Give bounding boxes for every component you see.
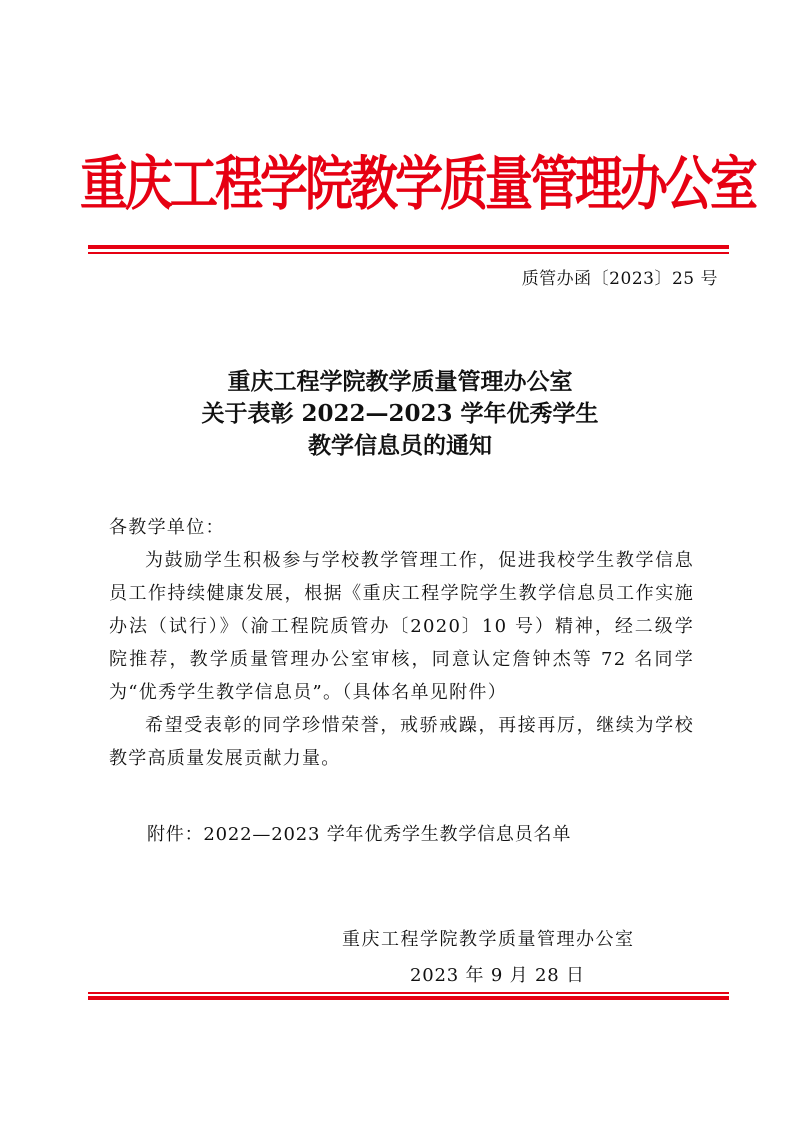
masthead-org-name: 重庆工程学院教学质量管理办公室: [80, 150, 756, 219]
document-title: [100, 366, 700, 462]
body-paragraph-1: 为鼓励学生积极参与学校教学管理工作，促进我校学生教学信息员工作持续健康发展，根据《重庆工程学院学生教学信息员工作实施办法（试行）》（渝工程院质管办〔2020〕10 号）精神，经二级学院推荐，教学质量管理办公室审核，同意认定詹钟杰等 72 名同学为“优秀学生教学信息员”。（具体名单见附件）: [109, 550, 694, 703]
document-number: 质管办函〔2023〕25 号: [521, 269, 718, 289]
masthead-divider-thick: [88, 245, 729, 249]
title-line-1: 重庆工程学院教学质量管理办公室: [227, 368, 573, 395]
body-paragraph-2: 希望受表彰的同学珍惜荣誉，戒骄戒躁，再接再厉，继续为学校教学高质量发展贡献力量。: [109, 715, 694, 769]
document-body: [109, 511, 694, 775]
masthead-divider-thin: [88, 252, 729, 254]
salutation: 各教学单位：: [109, 517, 225, 538]
footer-divider-thin: [88, 992, 729, 994]
footer-divider-thick: [88, 996, 729, 1000]
signature-issuer: 重庆工程学院教学质量管理办公室: [342, 929, 635, 950]
signature-date: 2023 年 9 月 28 日: [410, 965, 585, 986]
attachment-note: 附件：2022—2023 学年优秀学生教学信息员名单: [147, 824, 572, 845]
title-line-2: 关于表彰 2022—2023 学年优秀学生: [201, 400, 599, 427]
title-line-3: 教学信息员的通知: [308, 432, 492, 459]
